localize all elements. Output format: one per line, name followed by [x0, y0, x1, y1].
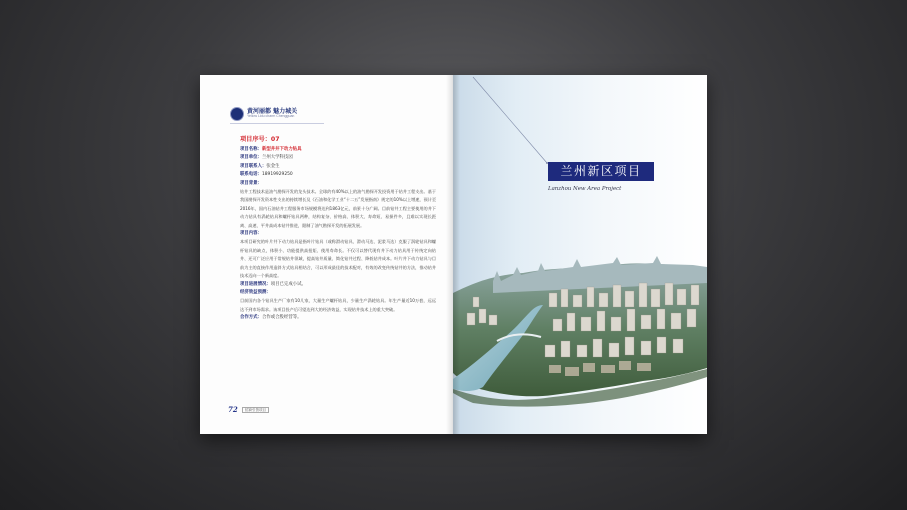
intro-heading: 项目内容： — [240, 231, 262, 237]
benefit-heading: 经济效益预测： — [240, 289, 271, 295]
page-number: 72 — [228, 405, 238, 414]
field-label: 项目名称： — [240, 147, 262, 152]
field-label: 项目单位： — [240, 155, 262, 161]
header-title: 黄河丽都 魅力城关 — [247, 108, 298, 115]
cooperation-label: 合作方式： — [240, 315, 262, 321]
field-project-unit — [240, 154, 436, 162]
field-contact-person — [240, 163, 436, 171]
field-value: 新型井井下动力钻具 — [261, 147, 302, 152]
header-subtitle: Yellow Lidu charm Chengguan — [247, 114, 295, 118]
page-section-tab: 招商引资项目 — [242, 407, 269, 413]
project-details — [240, 134, 436, 323]
background-paragraph: 钻井工程技术是油气勘探开发的龙头技术。全球约有40%以上的油气勘探开发投资用于钻井工程支出。基于我国勘探开发资本性支出的持续增长及《石油和化学工业“十二五”发展指南》规定的10%以上增速，预计至2016年，国内石油钻井工程服务市场规模将达到1863亿元，前景十分广阔。目前钻井工程主要使用的井下动力钻具有涡轮钻具和螺杆钻具两种，结构复杂、价格高、体积大、寿命短、易损件多，且难以实现长距离、高速、平井高成本钻井推进，限制了油气勘探开发的拓展发展。 — [240, 189, 436, 228]
field-value: 张金生 — [266, 163, 280, 169]
intro-paragraph: 本项目研究的叶片井下动力钻具是指叶片钻具（或称滑动钻具、滑动马达、泥浆马达）克服了涡轮钻具和螺杆钻具的缺点，体积小、功能提供高扭矩、使用寿命长。不仅可以替代现有井下动力钻具用于传统定向钻井、还可广泛应用于常规钻井领域，提高钻井质量、简化钻井过程、降低钻井成本。叶片井下动力钻具与目前为主的直接作用造斜方式钻具相结合，可以形成最佳的技术配对，有效的改变传统钻井的方法，推动钻井技术迈向一个新高度。 — [240, 239, 436, 279]
field-value: 兰州大学科技园 — [261, 155, 293, 161]
right-page — [453, 75, 707, 434]
project-number: 项目序号：07 — [240, 136, 280, 143]
left-page — [200, 75, 453, 434]
field-label: 联系电话： — [240, 172, 262, 178]
cooperation-row — [240, 314, 436, 322]
progress-row — [240, 281, 436, 289]
benefit-paragraph: 目前国内各个钻具生产厂家有10几家，大量生产螺杆钻具，少量生产涡轮钻具。年生产量近10万套，远远达不到市场需求。该项目投产后可望达到大的经济效益，实现钻井技术上的重大突破。 — [240, 298, 436, 312]
cooperation-value: 合作或合股经营等。 — [261, 315, 302, 321]
field-label: 项目联系人： — [240, 163, 267, 169]
field-project-name — [240, 146, 436, 154]
header-divider — [230, 123, 324, 124]
progress-value: 项目已完成小试。 — [270, 281, 306, 287]
brochure-spread — [200, 75, 707, 434]
field-phone — [240, 171, 436, 179]
section-title: 兰州新区项目 — [548, 162, 654, 181]
section-title-english: Lanzhou New Area Project — [548, 186, 622, 192]
emblem-icon — [230, 107, 244, 121]
field-value: 18919929250 — [261, 172, 293, 178]
background-heading: 项目背景： — [240, 180, 262, 186]
city-aerial-image — [453, 253, 707, 423]
progress-heading: 项目进展情况： — [240, 281, 271, 287]
